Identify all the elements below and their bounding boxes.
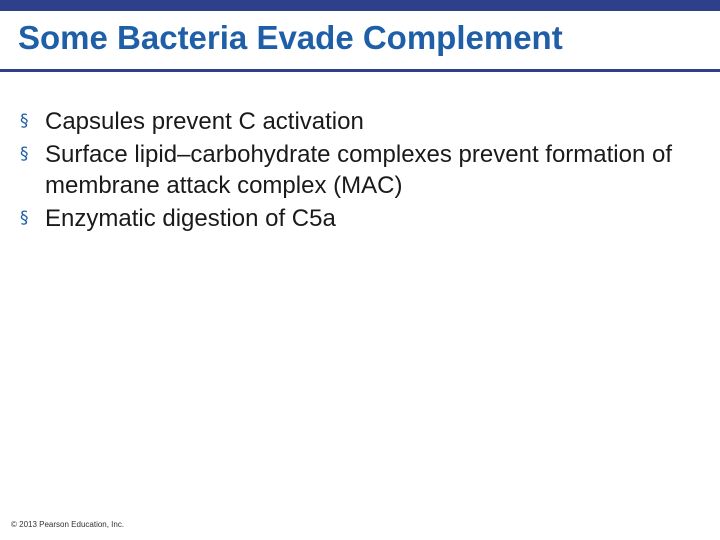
bullet-item	[18, 203, 708, 234]
bullet-marker: §	[20, 111, 29, 131]
title-divider	[0, 69, 720, 72]
header-bar	[0, 0, 720, 11]
bullet-marker: §	[20, 208, 29, 228]
bullet-text: Surface lipid–carbohydrate complexes prevent formation of membrane attack complex (MAC)	[45, 141, 672, 199]
slide-title: Some Bacteria Evade Complement	[18, 19, 563, 56]
bullet-text: Enzymatic digestion of C5a	[45, 205, 336, 232]
bullet-marker: §	[20, 144, 29, 164]
bullet-text: Capsules prevent C activation	[45, 108, 364, 135]
bullet-list	[18, 106, 708, 236]
copyright-notice: © 2013 Pearson Education, Inc.	[11, 520, 125, 529]
bullet-item	[18, 139, 708, 201]
bullet-item	[18, 106, 708, 137]
